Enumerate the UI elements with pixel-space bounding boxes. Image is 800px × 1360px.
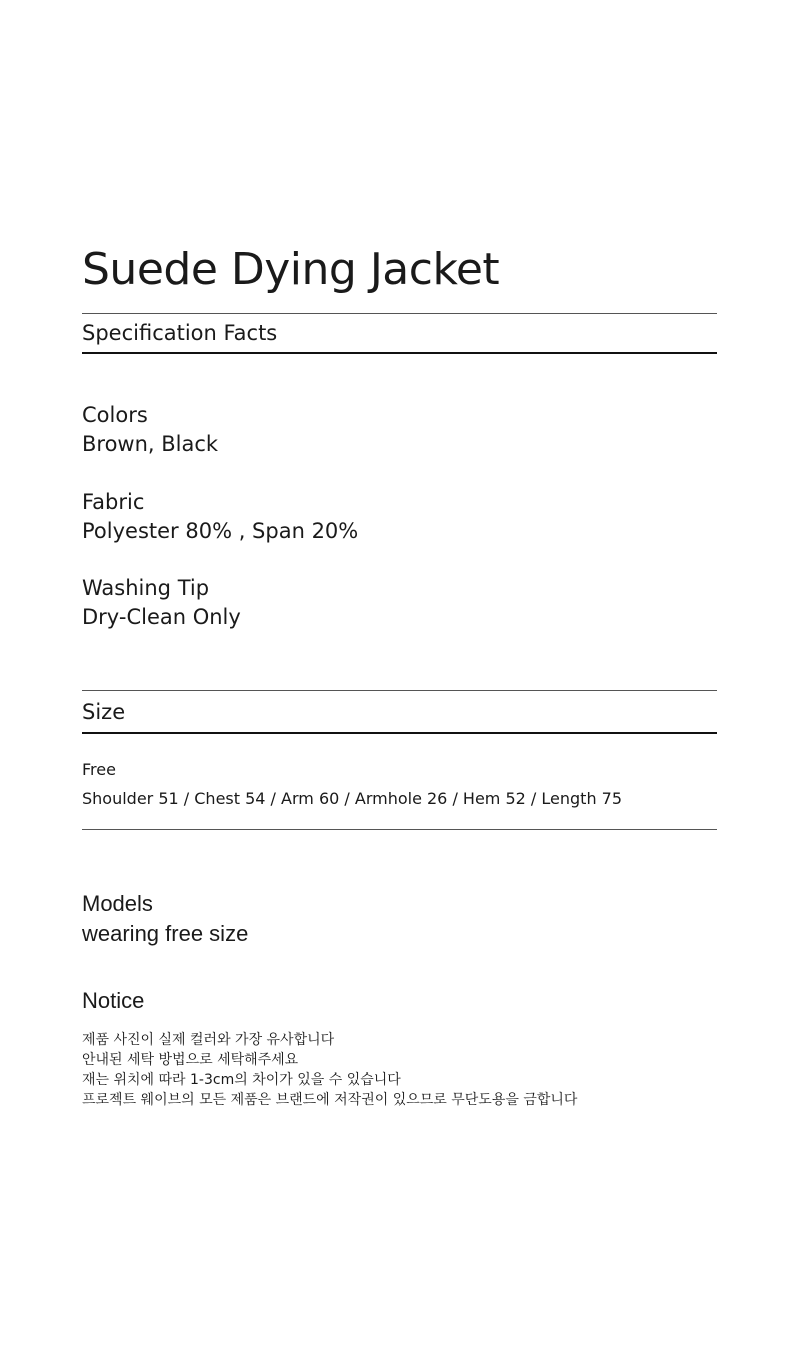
spec-heading: Specification Facts — [82, 321, 278, 345]
colors-label: Colors — [82, 403, 148, 427]
product-title: Suede Dying Jacket — [82, 244, 500, 295]
fabric-label: Fabric — [82, 490, 145, 514]
notice-line: 재는 위치에 따라 1-3cm의 차이가 있을 수 있습니다 — [82, 1072, 401, 1088]
size-type: Free — [82, 760, 116, 779]
fabric-value: Polyester 80% , Span 20% — [82, 519, 359, 543]
washing-tip-label: Washing Tip — [82, 576, 210, 600]
divider-thick — [82, 352, 717, 354]
notice-heading: Notice — [82, 988, 145, 1013]
divider — [82, 313, 717, 314]
size-heading: Size — [82, 700, 126, 724]
washing-tip-value: Dry-Clean Only — [82, 605, 241, 629]
notice-line: 안내된 세탁 방법으로 세탁해주세요 — [82, 1052, 299, 1068]
models-text: wearing free size — [82, 921, 249, 946]
divider-thick — [82, 732, 717, 734]
divider — [82, 690, 717, 691]
notice-line: 제품 사진이 실제 컬러와 가장 유사합니다 — [82, 1032, 335, 1048]
models-heading: Models — [82, 891, 153, 916]
divider — [82, 829, 717, 830]
size-measurements: Shoulder 51 / Chest 54 / Arm 60 / Armhole 26 / Hem 52 / Length 75 — [82, 789, 623, 808]
notice-line: 프로젝트 웨이브의 모든 제품은 브랜드에 저작권이 있으므로 무단도용을 금합니다 — [82, 1092, 578, 1108]
colors-value: Brown, Black — [82, 432, 219, 456]
